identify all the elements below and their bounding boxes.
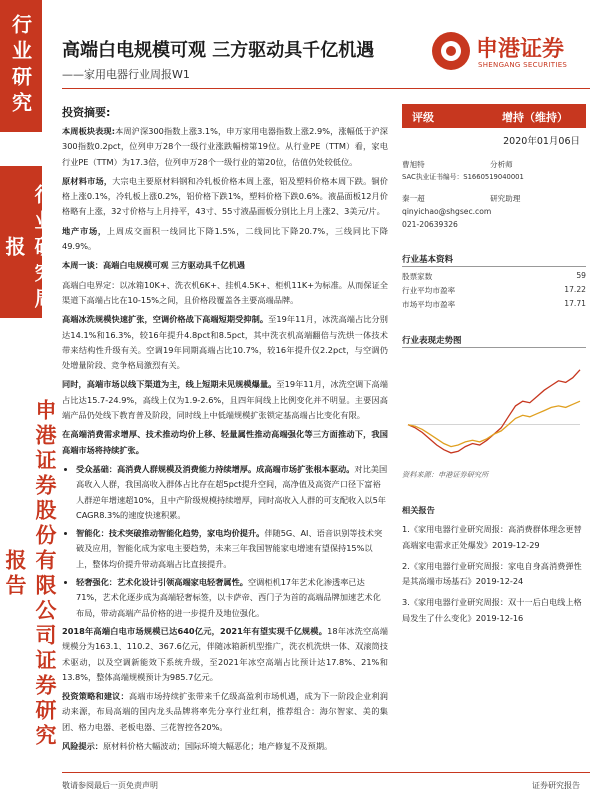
related-reports: [402, 503, 586, 632]
industry-row: 市场平均市盈率 17.71: [402, 299, 586, 309]
footer-divider: [62, 772, 590, 773]
summary-bullet: • 智能化：技术突破推动智能化趋势，家电均价提升。伴随5G、AI、语音识别等技术突破及应用，智能化成为家电主要趋势，未来三年我国智能家电增速有望保持15%以上，整体均价提升带动高端占比直接提升。: [76, 526, 388, 572]
analyst-name: 曹旭特: [402, 160, 425, 169]
trend-chart-title: 行业表现走势图: [402, 336, 462, 346]
related-report-link[interactable]: 3.《家用电器行业研究周报：双十一后白电线上格局发生了什么变化》2019-12-16: [402, 597, 582, 623]
summary-paragraph: 风险提示：原材料价格大幅波动；国际环境大幅恶化；地产修复不及预期。: [62, 740, 333, 751]
assistant-phone: 021-20639326: [402, 220, 458, 229]
summary-paragraph: 在高端消费需求增厚、技术推动均价上移、轻量属性推动高端强化等三方面推动下，我国高端市场将持续扩张。: [62, 429, 388, 455]
summary-paragraph: 投资策略和建议：高端市场持续扩张带来千亿级高盈利市场机遇，成为下一阶段企业利润动来源，布局高端的国内龙头品牌将率先分享行业红利，推荐组合：海尔智家、美的集团、格力电器、老板电器、三花智控各20%。: [62, 691, 388, 732]
industry-row: 行业平均市盈率 17.22: [402, 285, 586, 295]
summary-paragraph: 高端冰洗规模快速扩张，空调价格战下高端短期受抑制。至19年11月，冰洗高端占比分别达14.1%和16.3%，较16年提升4.8pct和8.5pct，其中洗衣机高端翻倍与洗烘一体技术带来结构性升级有关。空调19年同期高端占比10.7%，较16年提升仅2.2pct，与空调仍处增量阶段、竞争格局激烈有关。: [62, 314, 388, 371]
footer-label: 证券研究报告: [532, 781, 580, 790]
summary-paragraph: 同时，高端市场以线下渠道为主，线上短期未见规模爆量。至19年11月，冰洗空调下高端占比达15.7-24.9%，高线上仅为1.9-2.6%，且四年间线上比例变化并不明显。主要因高端产品仍处线下教育普及阶段，同时线上中低端规模扩张锁定基高端占比变化有限。: [62, 379, 388, 421]
chart-source: 资料来源：申港证券研究所: [402, 470, 489, 479]
summary-body: [62, 124, 388, 758]
footer-disclaimer: 敬请参阅最后一页免责声明: [62, 781, 158, 790]
series-line-1: [408, 370, 580, 453]
industry-row: 股票家数 59: [402, 271, 586, 281]
summary-paragraph: 2018年高端白电市场规模已达640亿元，2021年有望实现千亿规模。18年冰洗空高端规模分为163.1、110.2、367.6亿元，伴随冰箱新机型推广，洗衣机洗烘一体、双滚筒技术驱动，以及空调新能效下系统升级，至2021年冰空高端占比预计达17.8%、21%和13.8%，整体高端规模预计为985.7亿元。: [62, 625, 388, 682]
assistant-email[interactable]: qinyichao@shgsec.com: [402, 207, 492, 216]
summary-paragraph: 原材料市场，大宗电主要原材料钢和冷轧板价格本周上涨，铝及塑料价格本周下跌。铜价格上涨0.1%，冷轧板上涨0.2%，铝价格下跌1%，塑料价格下跌0.6%。液晶面板12月价格略有上涨，32寸价格与上月持平，43寸、55寸液晶面板分别比上月上涨2、3美元/片。: [62, 175, 388, 217]
rating-value: 增持（维持）: [502, 111, 568, 124]
summary-heading: 投资摘要:: [62, 106, 111, 119]
sidebar-company: 申港证券股份有限公司证券研究报告: [3, 399, 58, 749]
trend-chart: [402, 356, 586, 464]
sidebar-category: 行业研究: [0, 0, 42, 132]
left-sidebar: [0, 0, 58, 800]
industry-data-title: 行业基本资料: [402, 255, 454, 265]
summary-paragraph: 高端白电界定：以冰箱10K+、洗衣机6K+、挂机4.5K+、柜机11K+为标准。从而保证全渠道下高端占比在10-15%之间，且价格段覆盖各主要高端品牌。: [62, 279, 388, 305]
related-heading: 相关报告: [402, 505, 435, 515]
summary-bullet: • 轻奢强化：艺术化设计引领高端家电轻奢属性。空调柜机17年艺术化渗透率已达71%，艺术化逐步成为高端轻奢标签，以卡萨帝、西门子为首的高端品牌加速艺术化布局，带动高端产品价格的进一步提升及地位强化。: [76, 575, 388, 621]
rating-bar: 评级 增持（维持）: [402, 104, 586, 128]
summary-bullet: • 受众基础：高消费人群规模及消费能力持续增厚。成高端市场扩张根本驱动。对比美国高收入人群，我国高收入群体占比存在超5pct提升空间，高净值及高资产口径下富裕人群逆年增速超10%，且中产阶级规模持续增厚，同时高收入人群的可支配收入以5年CAGR8.3%的速度快速积累。: [76, 462, 388, 523]
sidebar-report-type: 行业研究周报: [0, 166, 42, 318]
industry-divider: [402, 266, 586, 267]
summary-paragraph: 本周一谈：高端白电规模可观 三方驱动具千亿机遇: [62, 260, 245, 271]
series-line-2: [408, 401, 580, 446]
summary-paragraph: 本周板块表现:本周沪深300指数上涨3.1%，申万家用电器指数上涨2.9%，涨幅低于沪深300指数0.2pct，位列申万28个一级行业涨跌幅榜第19位。从行业PE（TTM）看，家电行业PE（TTM）为17.3倍，位列申万28个一级行业的第20位，估值仍处较低位。: [62, 126, 388, 167]
assistant-name: 秦一超: [402, 194, 425, 203]
page-subtitle: ——家用电器行业周报W1: [62, 68, 190, 81]
related-report-link[interactable]: 2.《家用电器行业研究周报：家电自身高消费弹性是其高端市场基石》2019-12-24: [402, 560, 582, 587]
analyst-info: 曹旭特 分析师 SAC执业证书编号：S1660519040001 秦一超 研究助理 qinyichao@shgsec.com 021-20639326: [402, 160, 524, 229]
logo-mark-icon: [432, 32, 470, 70]
report-date: 2020年01月06日: [503, 136, 580, 147]
company-logo: 申港证券 SHENGANG SECURITIES: [432, 30, 584, 74]
trend-divider: [402, 347, 586, 348]
industry-data-table: [402, 271, 586, 313]
analyst-cert: SAC执业证书编号：S1660519040001: [402, 173, 524, 181]
header-divider: [62, 88, 590, 89]
page-title: 高端白电规模可观 三方驱动具千亿机遇: [62, 40, 375, 61]
related-report-link[interactable]: 1.《家用电器行业研究周报：高消费群体理念更替 高端家电需求正处爆发》2019-12-29: [402, 524, 582, 550]
summary-bullets: [62, 462, 388, 621]
summary-paragraph: 地产市场，上周成交面积一线同比下降1.5%，二线同比下降20.7%，三线同比下降49.9%。: [62, 225, 388, 252]
